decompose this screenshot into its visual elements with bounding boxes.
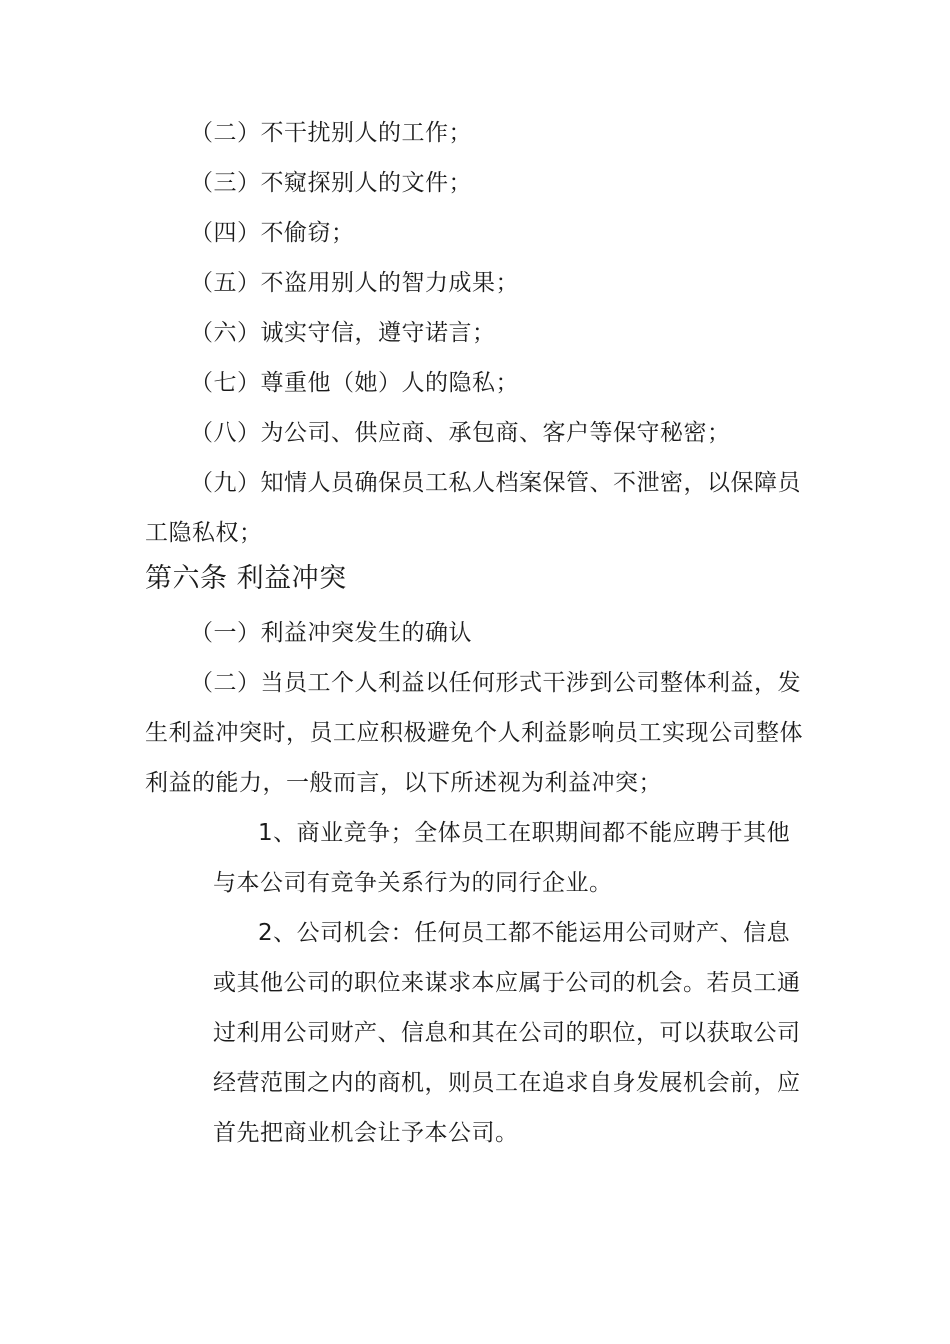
item-4: （四）不偷窃； — [190, 220, 355, 246]
item-2: （二）不干扰别人的工作； — [190, 120, 472, 146]
subitem-1-line-1: 1、商业竞争；全体员工在职期间都不能应聘于其他 — [258, 820, 791, 846]
item-9-line-1: （九）知情人员确保员工私人档案保管、不泄密，以保障员 — [190, 470, 801, 496]
subitem-2-line-4: 经营范围之内的商机，则员工在追求自身发展机会前，应 — [213, 1070, 801, 1096]
article-6-para-2-line-2: 生利益冲突时，员工应积极避免个人利益影响员工实现公司整体 — [145, 720, 803, 746]
article-6-heading: 第六条 利益冲突 — [145, 563, 347, 594]
article-6-para-1: （一）利益冲突发生的确认 — [190, 620, 472, 646]
item-8: （八）为公司、供应商、承包商、客户等保守秘密； — [190, 420, 731, 446]
item-6: （六）诚实守信，遵守诺言； — [190, 320, 496, 346]
item-9-line-2: 工隐私权； — [145, 520, 263, 546]
subitem-2-line-1: 2、公司机会：任何员工都不能运用公司财产、信息 — [258, 920, 791, 946]
item-5: （五）不盗用别人的智力成果； — [190, 270, 519, 296]
item-7: （七）尊重他（她）人的隐私； — [190, 370, 519, 396]
subitem-2-line-2: 或其他公司的职位来谋求本应属于公司的机会。若员工通 — [213, 970, 801, 996]
article-6-para-2-line-1: （二）当员工个人利益以任何形式干涉到公司整体利益，发 — [190, 670, 801, 696]
item-3: （三）不窥探别人的文件； — [190, 170, 472, 196]
subitem-1-line-2: 与本公司有竞争关系行为的同行企业。 — [213, 870, 613, 896]
subitem-2-line-5: 首先把商业机会让予本公司。 — [213, 1120, 519, 1146]
article-6-para-2-line-3: 利益的能力，一般而言，以下所述视为利益冲突； — [145, 770, 662, 796]
subitem-2-line-3: 过利用公司财产、信息和其在公司的职位，可以获取公司 — [213, 1020, 801, 1046]
